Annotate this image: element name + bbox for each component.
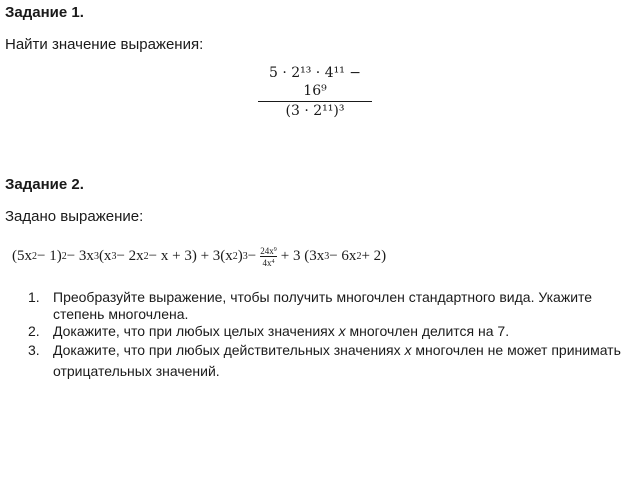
expr-part: − x + 3) + 3(x xyxy=(148,247,233,264)
task-2-expression xyxy=(12,238,386,274)
expr-part: (x xyxy=(98,247,112,264)
list-item xyxy=(28,289,624,323)
expr-part: + 2) xyxy=(361,247,387,264)
expr-part: − 2x xyxy=(116,247,144,264)
fraction-numerator: 5 · 2¹³ · 4¹¹ − 16⁹ xyxy=(268,65,362,99)
expr-exponent: 2 xyxy=(143,250,149,262)
expr-part: − xyxy=(247,247,257,264)
list-item-number: 2. xyxy=(28,323,40,339)
task-2-title: Задание 2. xyxy=(5,176,84,193)
task-2-prompt: Задано выражение: xyxy=(5,208,144,225)
list-item-number: 3. xyxy=(28,342,40,358)
task-2-steps-list xyxy=(28,289,624,382)
expr-part: ) xyxy=(237,247,243,264)
list-item xyxy=(28,340,624,382)
expr-exponent: 3 xyxy=(93,250,99,262)
expr-exponent: 2 xyxy=(232,250,238,262)
expr-part: − 3x xyxy=(66,247,94,264)
expr-exponent: 2 xyxy=(356,250,362,262)
expr-exponent: 2 xyxy=(61,250,67,262)
expr-exponent: 3 xyxy=(324,250,330,262)
fraction-denominator: (3 · 2¹¹)³ xyxy=(285,103,345,119)
expr-exponent: 3 xyxy=(111,250,117,262)
task-1-prompt: Найти значение выражения: xyxy=(5,36,204,53)
list-item-text: Докажите, что при любых действительных значениях x многочлен не может принимать отрицательных значений. xyxy=(53,342,621,379)
small-fraction-numerator: $24x^9$ xyxy=(260,245,277,256)
task-1-fraction xyxy=(256,64,374,120)
expr-part: (5x xyxy=(12,247,32,264)
expr-part: + 3 (3x xyxy=(280,247,325,264)
list-item-text: Преобразуйте выражение, чтобы получить многочлен стандартного вида. Укажите степень многочлена. xyxy=(53,289,593,322)
variable-x: x xyxy=(404,342,412,358)
task-1-title: Задание 1. xyxy=(5,4,84,21)
list-item xyxy=(28,323,624,340)
expr-part: − 6x xyxy=(329,247,357,264)
small-fraction-denominator: $4x^4$ xyxy=(262,257,275,268)
expr-exponent: 2 xyxy=(32,250,37,262)
expr-part: − 1) xyxy=(37,247,62,264)
expr-small-fraction xyxy=(260,245,277,268)
variable-x: x xyxy=(338,323,346,339)
list-item-text: Докажите, что при любых целых значениях x многочлен делится на 7. xyxy=(53,323,510,339)
list-item-number: 1. xyxy=(28,289,40,305)
expr-exponent: 3 xyxy=(242,250,248,262)
